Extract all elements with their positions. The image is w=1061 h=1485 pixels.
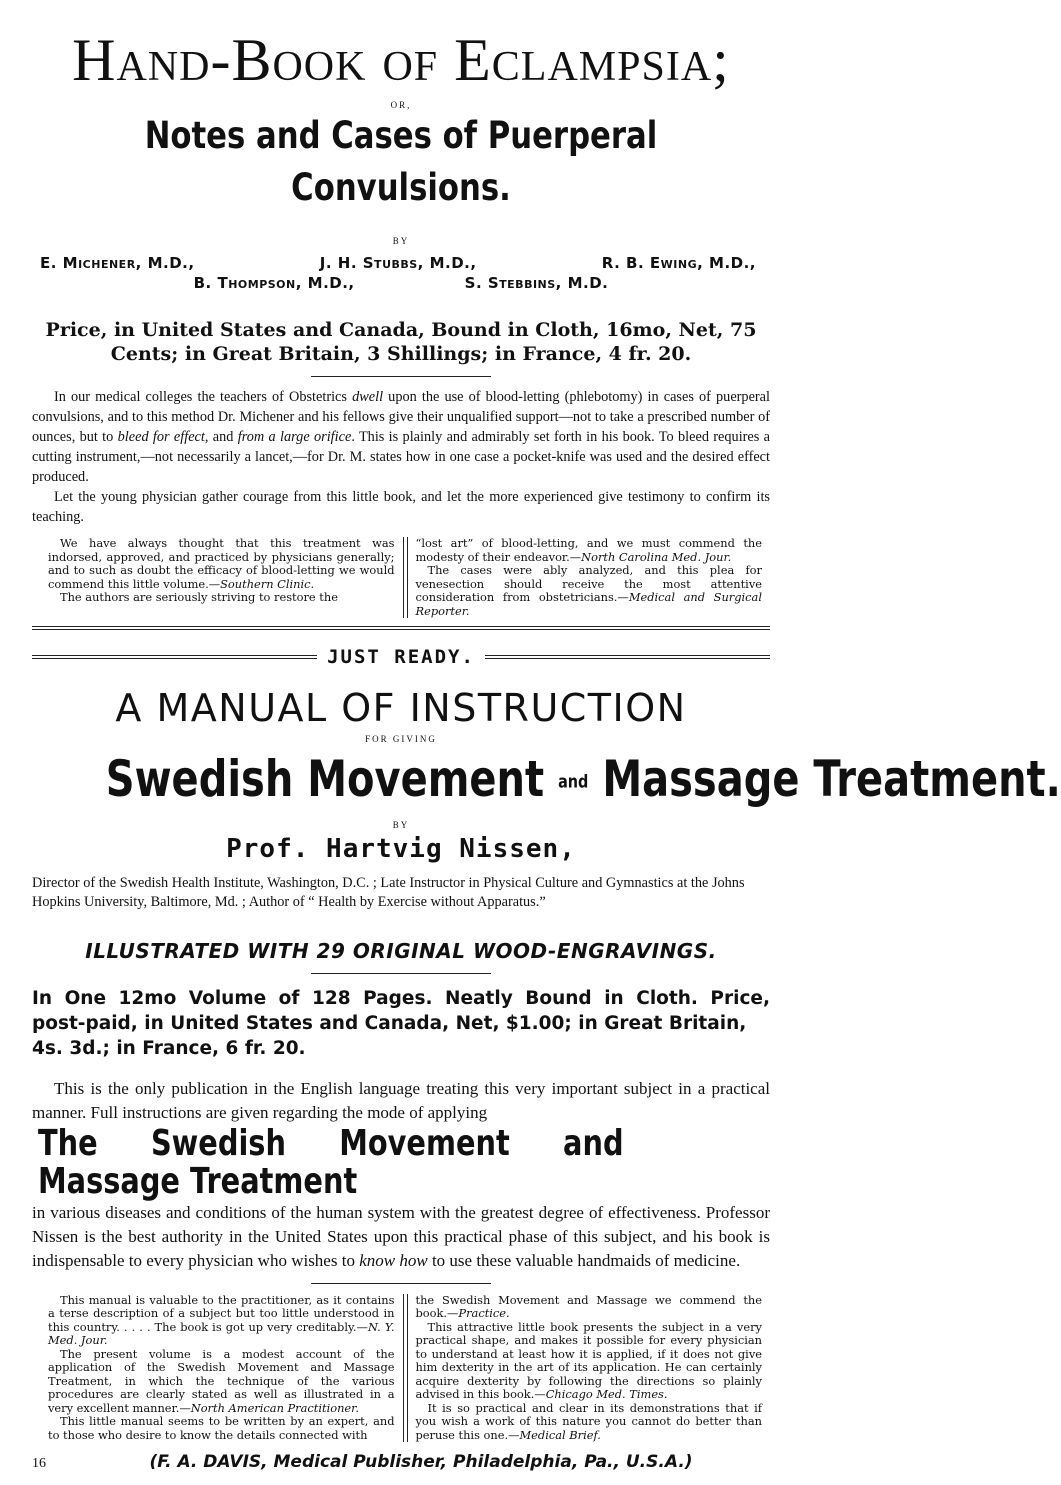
author-thompson: B. Thompson, M.D., — [193, 274, 355, 292]
description-paragraph: In our medical colleges the teachers of Obstetrics dwell upon the use of blood-letting (phlebotomy) in cases of puerperal convulsions, and to this method Dr. Michener and his fellows give their unqualified support—not to take a prescribed number of ounces, but to bleed for effect, and from a large orifice. This is plainly and admirably set forth in his book. To bleed requires a cutting instrument,—not necessarily a lancet,—for Dr. M. states how in one case a pocket-knife was used and the desired effect produced. — [32, 389, 771, 485]
author-ewing: R. B. Ewing, M.D., — [601, 254, 756, 272]
review-column-left: This manual is valuable to the practitioner, as it contains a terse description of a subject but too little understood in this country. . . . . The book is got up very creditably.—N. Y. Med. Jour. The present volume is a modest account of the application of the Swedish Movement and Massage Treatment, in which the technique of the various procedures are clearly stated as well as illustrated in a very excellent manner.—North American Practitioner. This little manual seems to be written by an expert, and to those who desire to know the details connected with — [32, 1294, 404, 1443]
review-column-right: “lost art” of blood-letting, and we must commend the modesty of their endeavor.—North Carolina Med. Jour. The cases were ably analyzed, and this plea for venesection should receive the most attentive consideration from obstetricians.—Medical and Surgical Reporter. — [407, 537, 771, 618]
illustrations-note: ILLUSTRATED WITH 29 ORIGINAL WOOD-ENGRAVINGS. — [85, 938, 717, 963]
swedish-treatment-heading: The Swedish Movement and Massage Treatment — [38, 1122, 624, 1202]
publisher-imprint: (F. A. DAVIS, Medical Publisher, Philadelphia, Pa., U.S.A.) — [149, 1452, 693, 1472]
book-subtitle: Notes and Cases of Puerperal Convulsions. — [144, 114, 658, 209]
authors-block — [32, 254, 770, 292]
author-stebbins: S. Stebbins, M.D. — [464, 274, 609, 292]
book-title: Hand-Book of Eclampsia; — [72, 27, 730, 93]
eclampsia-description — [32, 387, 770, 527]
author-michener: E. Michener, M.D., — [40, 254, 195, 272]
or-separator: OR, — [390, 100, 412, 110]
reviews-manual — [32, 1294, 770, 1443]
review-column-right: the Swedish Movement and Massage we commend the book.—Practice. This attractive little book presents the subject in a very practical shape, and makes it possible for every physician to understand at least how it is applied, if it does not give him dexterity in the art of its application. He can certainly acquire dexterity by following the directions so plainly advised in this book.—Chicago Med. Times. It is so practical and clear in its demonstrations that if you wish a work of this nature you cannot do better than peruse this one.—Medical Brief. — [407, 1294, 771, 1443]
for-giving-label: FOR GIVING — [365, 734, 437, 744]
author-stubbs: J. H. Stubbs, M.D., — [319, 254, 477, 272]
manual-description: This is the only publication in the English language treating this very important subject in a practical manner. Full instructions are given regarding the mode of applying The Swedish Movement and Massage Treatment in various diseases and conditions of the human system with the greatest degree of effectiveness. Professor Nissen is the best authority in the United States upon this practical phase of this subject, and his book is indispensable to every physician who wishes to know how to use these valuable handmaids of medicine. — [32, 1078, 770, 1270]
by-label: BY — [392, 819, 410, 830]
author-credentials: Director of the Swedish Health Institute, Washington, D.C. ; Late Instructor in Physical Culture and Gymnastics at the Johns Hopkins University, Baltimore, Md. ; Author of “ Health by Exercise without Apparatus.” — [32, 874, 745, 910]
review-column-left: We have always thought that this treatment was indorsed, approved, and practiced by physicians generally; and to such as doubt the efficacy of blood-letting we would commend this little volume.—Southern Clinic. The authors are seriously striving to restore the — [32, 537, 404, 618]
manual-title: A MANUAL OF INSTRUCTION — [115, 686, 687, 730]
page-footer — [32, 1452, 770, 1472]
just-ready-banner — [32, 646, 770, 668]
swedish-massage-title: Swedish Movement and Massage Treatment. — [105, 750, 1061, 808]
divider — [311, 973, 491, 974]
reviews-eclampsia — [32, 537, 770, 618]
by-label: BY — [392, 236, 410, 246]
divider — [311, 1283, 491, 1284]
page-number: 16 — [32, 1456, 46, 1471]
description-paragraph: Let the young physician gather courage from this little book, and let the more experienced give testimony to confirm its teaching. — [32, 489, 770, 525]
just-ready-label: JUST READY. — [327, 646, 475, 668]
divider — [311, 376, 491, 377]
price-line-eclampsia: Price, in United States and Canada, Bound in Cloth, 16mo, Net, 75 Cents; in Great Britain, 3 Shillings; in France, 4 fr. 20. — [45, 319, 757, 365]
price-line-manual: In One 12mo Volume of 128 Pages. Neatly Bound in Cloth. Price, post-paid, in United States and Canada, Net, $1.00; in Great Britain, 4s. 3d.; in France, 6 fr. 20. — [32, 987, 770, 1059]
author-nissen: Prof. Hartvig Nissen, — [226, 833, 576, 864]
double-rule — [32, 626, 770, 630]
and-connector: and — [558, 771, 589, 793]
